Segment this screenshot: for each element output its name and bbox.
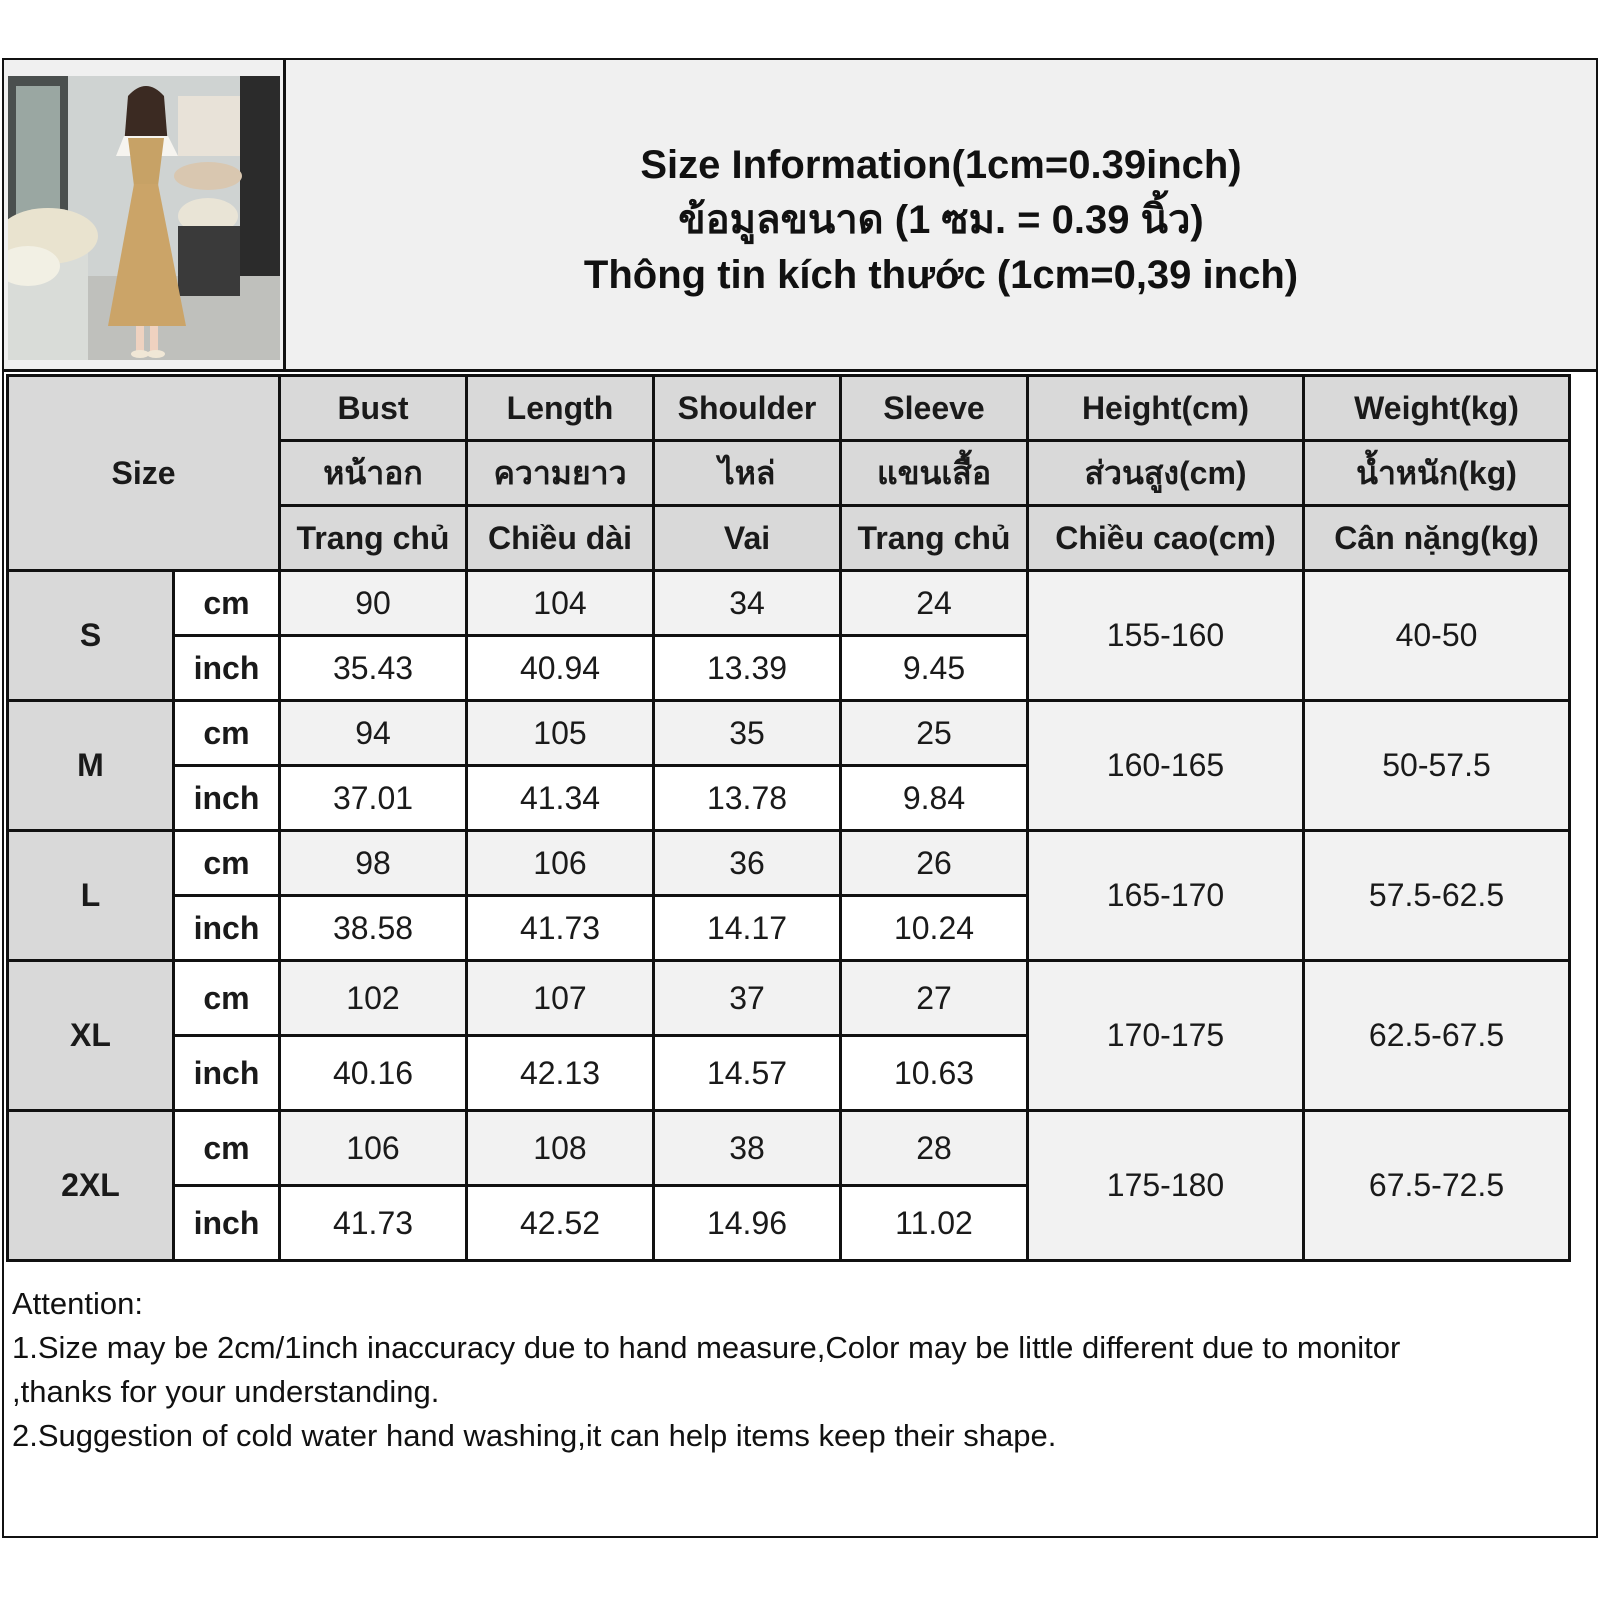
sleeve-cm: 28 (842, 1112, 1026, 1184)
size-label-s: S (9, 572, 172, 699)
weight-range: 57.5-62.5 (1305, 832, 1568, 959)
weight-range: 62.5-67.5 (1305, 962, 1568, 1109)
col-shoulder-th: ไหล่ (655, 442, 839, 504)
bust-cm: 106 (281, 1112, 465, 1184)
sleeve-cm: 26 (842, 832, 1026, 894)
height-range: 170-175 (1029, 962, 1302, 1109)
sleeve-inch: 9.45 (842, 637, 1026, 699)
length-inch: 41.73 (468, 897, 652, 959)
col-weight-th: น้ำหนัก(kg) (1305, 442, 1568, 504)
sleeve-inch: 10.63 (842, 1037, 1026, 1109)
weight-range: 40-50 (1305, 572, 1568, 699)
sleeve-inch: 11.02 (842, 1187, 1026, 1259)
bust-inch: 40.16 (281, 1037, 465, 1109)
col-height-th: ส่วนสูง(cm) (1029, 442, 1302, 504)
col-height-en: Height(cm) (1029, 377, 1302, 439)
length-inch: 41.34 (468, 767, 652, 829)
weight-range: 50-57.5 (1305, 702, 1568, 829)
col-sleeve-th: แขนเสื้อ (842, 442, 1026, 504)
size-label-l: L (9, 832, 172, 959)
col-bust-en: Bust (281, 377, 465, 439)
unit-cm: cm (175, 1112, 278, 1184)
col-bust-vi: Trang chủ (281, 507, 465, 569)
size-label-xl: XL (9, 962, 172, 1109)
sleeve-cm: 24 (842, 572, 1026, 634)
unit-inch: inch (175, 1037, 278, 1109)
sleeve-cm: 25 (842, 702, 1026, 764)
sleeve-inch: 9.84 (842, 767, 1026, 829)
height-range: 175-180 (1029, 1112, 1302, 1259)
col-weight-vi: Cân nặng(kg) (1305, 507, 1568, 569)
table-row (9, 702, 1568, 764)
length-cm: 105 (468, 702, 652, 764)
shoulder-cm: 35 (655, 702, 839, 764)
attention-notes (12, 1282, 1582, 1458)
col-height-vi: Chiều cao(cm) (1029, 507, 1302, 569)
title-vietnamese: Thông tin kích thước (1cm=0,39 inch) (583, 252, 1299, 297)
unit-inch: inch (175, 897, 278, 959)
col-length-th: ความยาว (468, 442, 652, 504)
shoulder-inch: 14.57 (655, 1037, 839, 1109)
length-inch: 42.52 (468, 1187, 652, 1259)
shoulder-inch: 13.78 (655, 767, 839, 829)
bust-cm: 98 (281, 832, 465, 894)
note-1: 1.Size may be 2cm/1inch inaccuracy due to hand measure,Color may be little different due to monitor (12, 1330, 1401, 1365)
product-photo-illustration (8, 76, 280, 360)
bust-cm: 90 (281, 572, 465, 634)
shoulder-cm: 37 (655, 962, 839, 1034)
table-row (9, 962, 1568, 1034)
shoulder-cm: 38 (655, 1112, 839, 1184)
bust-cm: 102 (281, 962, 465, 1034)
length-cm: 108 (468, 1112, 652, 1184)
attention-heading: Attention: (12, 1286, 143, 1321)
title-block (286, 60, 1596, 372)
size-label-m: M (9, 702, 172, 829)
shoulder-inch: 14.96 (655, 1187, 839, 1259)
note-1-continued: ,thanks for your understanding. (12, 1374, 440, 1409)
height-range: 160-165 (1029, 702, 1302, 829)
unit-cm: cm (175, 832, 278, 894)
col-length-vi: Chiều dài (468, 507, 652, 569)
shoulder-cm: 36 (655, 832, 839, 894)
title-english: Size Information(1cm=0.39inch) (640, 142, 1242, 187)
sleeve-inch: 10.24 (842, 897, 1026, 959)
length-cm: 104 (468, 572, 652, 634)
shoulder-inch: 14.17 (655, 897, 839, 959)
col-shoulder-vi: Vai (655, 507, 839, 569)
unit-inch: inch (175, 637, 278, 699)
shoulder-inch: 13.39 (655, 637, 839, 699)
height-range: 165-170 (1029, 832, 1302, 959)
sleeve-cm: 27 (842, 962, 1026, 1034)
table-row (9, 832, 1568, 894)
table-row (9, 1112, 1568, 1184)
unit-cm: cm (175, 962, 278, 1034)
col-sleeve-en: Sleeve (842, 377, 1026, 439)
unit-cm: cm (175, 702, 278, 764)
height-range: 155-160 (1029, 572, 1302, 699)
length-inch: 42.13 (468, 1037, 652, 1109)
unit-inch: inch (175, 1187, 278, 1259)
shoulder-cm: 34 (655, 572, 839, 634)
table-row (9, 572, 1568, 634)
col-bust-th: หน้าอก (281, 442, 465, 504)
title-thai: ข้อมูลขนาด (1 ซม. = 0.39 นิ้ว) (678, 197, 1204, 242)
size-header: Size (9, 377, 278, 569)
note-2: 2.Suggestion of cold water hand washing,it can help items keep their shape. (12, 1418, 1057, 1453)
length-cm: 107 (468, 962, 652, 1034)
col-sleeve-vi: Trang chủ (842, 507, 1026, 569)
size-label-2xl: 2XL (9, 1112, 172, 1259)
bust-inch: 37.01 (281, 767, 465, 829)
unit-cm: cm (175, 572, 278, 634)
length-inch: 40.94 (468, 637, 652, 699)
col-weight-en: Weight(kg) (1305, 377, 1568, 439)
unit-inch: inch (175, 767, 278, 829)
col-length-en: Length (468, 377, 652, 439)
size-chart (2, 58, 1598, 1538)
bust-inch: 41.73 (281, 1187, 465, 1259)
header (4, 60, 1596, 372)
bust-inch: 35.43 (281, 637, 465, 699)
bust-cm: 94 (281, 702, 465, 764)
header-row-english (9, 377, 1568, 439)
weight-range: 67.5-72.5 (1305, 1112, 1568, 1259)
col-shoulder-en: Shoulder (655, 377, 839, 439)
product-photo (8, 76, 280, 360)
size-table (6, 374, 1571, 1262)
bust-inch: 38.58 (281, 897, 465, 959)
length-cm: 106 (468, 832, 652, 894)
